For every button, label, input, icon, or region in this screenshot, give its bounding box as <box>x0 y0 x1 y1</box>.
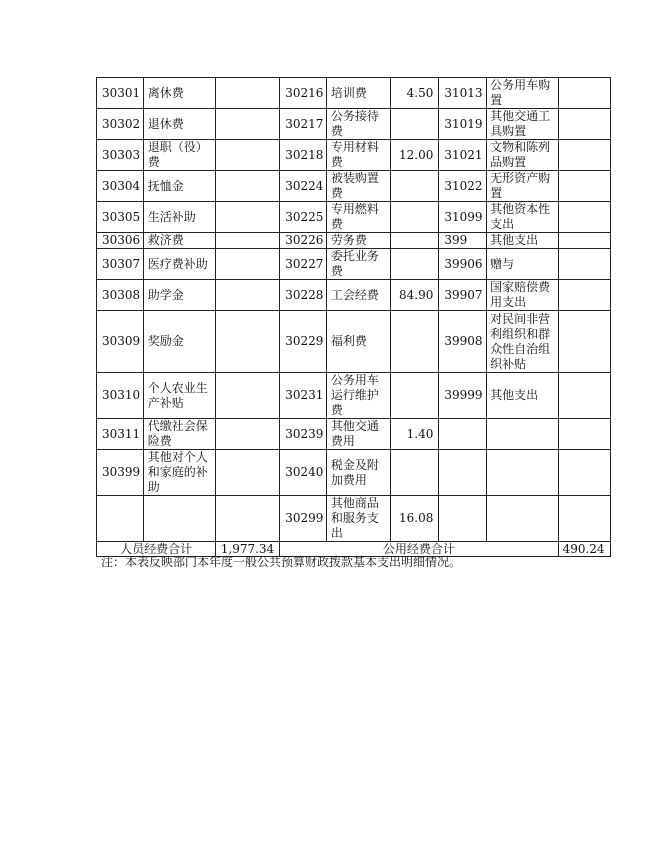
capital-name-cell <box>486 280 558 311</box>
capital-code-cell: 31099 <box>439 202 486 233</box>
capital-name: 其他资本性支出 <box>490 202 551 231</box>
capital-code-cell: 31021 <box>439 140 486 171</box>
capital-amount-cell <box>558 311 610 373</box>
table-row <box>97 373 611 419</box>
public-name-cell <box>327 496 391 542</box>
table-row <box>97 249 611 280</box>
capital-code-cell: 39908 <box>439 311 486 373</box>
personnel-code-cell <box>97 496 144 542</box>
public-amount-cell <box>391 171 439 202</box>
public-amount-cell: 12.00 <box>391 140 439 171</box>
public-code-cell: 30239 <box>280 419 327 450</box>
capital-code-cell: 39906 <box>439 249 486 280</box>
table-row <box>97 311 611 373</box>
public-code-cell: 30231 <box>280 373 327 419</box>
personnel-name-cell <box>144 311 216 373</box>
table-row <box>97 140 611 171</box>
personnel-total-label: 人员经费合计 <box>97 542 216 557</box>
personnel-amount-cell <box>216 280 280 311</box>
public-code-cell: 30228 <box>280 280 327 311</box>
personnel-amount-cell <box>216 496 280 542</box>
public-amount-cell <box>391 311 439 373</box>
personnel-name: 奖励金 <box>147 334 184 348</box>
public-amount-cell: 1.40 <box>391 419 439 450</box>
capital-amount-cell <box>558 202 610 233</box>
public-name-cell <box>327 419 391 450</box>
capital-name: 国家赔偿费用支出 <box>490 280 551 309</box>
capital-amount-cell <box>558 419 610 450</box>
capital-code-cell <box>439 450 486 496</box>
public-name: 劳务费 <box>330 233 367 247</box>
personnel-name-cell <box>144 202 216 233</box>
personnel-amount-cell <box>216 202 280 233</box>
personnel-code-cell: 30305 <box>97 202 144 233</box>
capital-amount-cell <box>558 249 610 280</box>
personnel-code-cell: 30309 <box>97 311 144 373</box>
personnel-amount-cell <box>216 373 280 419</box>
table-row <box>97 233 611 249</box>
public-code-cell: 30227 <box>280 249 327 280</box>
public-code-cell: 30225 <box>280 202 327 233</box>
capital-name-cell <box>486 450 558 496</box>
capital-name-cell <box>486 78 558 109</box>
public-name: 专用燃料费 <box>330 202 379 231</box>
personnel-amount-cell <box>216 140 280 171</box>
personnel-name-cell <box>144 280 216 311</box>
capital-code-cell: 31022 <box>439 171 486 202</box>
personnel-name: 救济费 <box>147 233 184 247</box>
public-amount-cell <box>391 450 439 496</box>
capital-code-cell: 399 <box>439 233 486 249</box>
table-row <box>97 450 611 496</box>
capital-amount-cell <box>558 140 610 171</box>
capital-name-cell <box>486 496 558 542</box>
public-name: 委托业务费 <box>330 249 379 278</box>
public-name-cell <box>327 202 391 233</box>
personnel-name-cell <box>144 233 216 249</box>
capital-name-cell <box>486 373 558 419</box>
public-name-cell <box>327 78 391 109</box>
public-amount-cell <box>391 233 439 249</box>
public-total-label: 公用经费合计 <box>280 542 558 557</box>
capital-name: 其他交通工具购置 <box>490 109 551 138</box>
personnel-amount-cell <box>216 249 280 280</box>
personnel-amount-cell <box>216 311 280 373</box>
table-row <box>97 280 611 311</box>
capital-name-cell <box>486 202 558 233</box>
capital-amount-cell <box>558 109 610 140</box>
personnel-name-cell <box>144 140 216 171</box>
capital-code-cell <box>439 419 486 450</box>
table-note: 注：本表反映部门本年度一般公共预算财政拨款基本支出明细情况。 <box>101 555 462 569</box>
personnel-name-cell <box>144 419 216 450</box>
personnel-total-value: 1,977.34 <box>216 542 280 557</box>
capital-code-cell: 39999 <box>439 373 486 419</box>
capital-name: 其他支出 <box>490 388 539 402</box>
public-name-cell <box>327 373 391 419</box>
personnel-code-cell: 30303 <box>97 140 144 171</box>
personnel-amount-cell <box>216 78 280 109</box>
personnel-code-cell: 30302 <box>97 109 144 140</box>
capital-code-cell: 39907 <box>439 280 486 311</box>
public-name-cell <box>327 109 391 140</box>
capital-name: 其他支出 <box>490 233 539 247</box>
capital-name: 对民间非营利组织和群众性自治组织补贴 <box>490 311 551 371</box>
capital-name-cell <box>486 109 558 140</box>
capital-name: 文物和陈列品购置 <box>490 140 551 169</box>
public-name: 公务接待费 <box>330 109 379 138</box>
personnel-code-cell: 30308 <box>97 280 144 311</box>
personnel-name-cell <box>144 109 216 140</box>
capital-name: 无形资产购置 <box>490 171 551 200</box>
public-name-cell <box>327 311 391 373</box>
capital-name: 赠与 <box>490 256 515 271</box>
capital-amount-cell <box>558 450 610 496</box>
personnel-amount-cell <box>216 419 280 450</box>
personnel-name: 代缴社会保险费 <box>147 419 208 448</box>
personnel-amount-cell <box>216 450 280 496</box>
personnel-name: 离休费 <box>147 85 184 100</box>
public-name-cell <box>327 450 391 496</box>
public-code-cell: 30224 <box>280 171 327 202</box>
table-row <box>97 496 611 542</box>
public-amount-cell <box>391 202 439 233</box>
personnel-code-cell: 30307 <box>97 249 144 280</box>
personnel-name: 生活补助 <box>147 209 196 224</box>
table-row <box>97 109 611 140</box>
public-code-cell: 30299 <box>280 496 327 542</box>
capital-code-cell: 31019 <box>439 109 486 140</box>
public-name: 被装购置费 <box>330 171 379 200</box>
public-name-cell <box>327 171 391 202</box>
public-amount-cell <box>391 373 439 419</box>
public-code-cell: 30226 <box>280 233 327 249</box>
capital-amount-cell <box>558 373 610 419</box>
public-code-cell: 30229 <box>280 311 327 373</box>
capital-amount-cell <box>558 78 610 109</box>
personnel-name: 退职（役）费 <box>147 140 208 169</box>
table-body <box>97 78 611 542</box>
public-code-cell: 30240 <box>280 450 327 496</box>
personnel-code-cell: 30311 <box>97 419 144 450</box>
capital-code-cell: 31013 <box>439 78 486 109</box>
capital-name-cell <box>486 233 558 249</box>
public-name: 其他商品和服务支出 <box>330 496 379 540</box>
public-amount-cell <box>391 109 439 140</box>
table-row <box>97 419 611 450</box>
capital-code-cell <box>439 496 486 542</box>
capital-name-cell <box>486 311 558 373</box>
personnel-name-cell <box>144 171 216 202</box>
personnel-name: 退休费 <box>147 116 184 131</box>
public-code-cell: 30218 <box>280 140 327 171</box>
public-name-cell <box>327 140 391 171</box>
personnel-code-cell: 30399 <box>97 450 144 496</box>
personnel-code-cell: 30304 <box>97 171 144 202</box>
personnel-code-cell: 30306 <box>97 233 144 249</box>
public-total-value: 490.24 <box>558 542 610 557</box>
table-row <box>97 78 611 109</box>
expense-detail-table <box>96 77 611 557</box>
personnel-name-cell <box>144 249 216 280</box>
capital-name-cell <box>486 419 558 450</box>
personnel-code-cell: 30310 <box>97 373 144 419</box>
capital-name-cell <box>486 171 558 202</box>
capital-amount-cell <box>558 496 610 542</box>
personnel-code-cell: 30301 <box>97 78 144 109</box>
personnel-name-cell <box>144 496 216 542</box>
public-name: 工会经费 <box>330 287 379 302</box>
personnel-name: 助学金 <box>147 287 184 302</box>
public-name: 福利费 <box>330 334 367 348</box>
public-code-cell: 30217 <box>280 109 327 140</box>
personnel-name: 个人农业生产补贴 <box>147 380 208 410</box>
public-amount-cell: 84.90 <box>391 280 439 311</box>
public-name-cell <box>327 249 391 280</box>
capital-amount-cell <box>558 171 610 202</box>
capital-name: 公务用车购置 <box>490 78 551 107</box>
personnel-name: 其他对个人和家庭的补助 <box>147 450 208 494</box>
capital-amount-cell <box>558 280 610 311</box>
public-name-cell <box>327 233 391 249</box>
public-code-cell: 30216 <box>280 78 327 109</box>
public-name: 其他交通费用 <box>330 419 379 448</box>
capital-amount-cell <box>558 233 610 249</box>
personnel-name-cell <box>144 450 216 496</box>
public-amount-cell <box>391 249 439 280</box>
public-name: 专用材料费 <box>330 140 379 169</box>
capital-name-cell <box>486 140 558 171</box>
public-name: 税金及附加费用 <box>330 457 379 487</box>
personnel-name-cell <box>144 373 216 419</box>
personnel-name-cell <box>144 78 216 109</box>
personnel-name: 医疗费补助 <box>147 256 208 271</box>
personnel-amount-cell <box>216 233 280 249</box>
public-name: 培训费 <box>330 85 367 100</box>
personnel-amount-cell <box>216 109 280 140</box>
table-row <box>97 202 611 233</box>
capital-name-cell <box>486 249 558 280</box>
public-name: 公务用车运行维护费 <box>330 373 379 417</box>
personnel-name: 抚恤金 <box>147 178 184 193</box>
table-row <box>97 171 611 202</box>
public-name-cell <box>327 280 391 311</box>
personnel-amount-cell <box>216 171 280 202</box>
public-amount-cell: 4.50 <box>391 78 439 109</box>
public-amount-cell: 16.08 <box>391 496 439 542</box>
